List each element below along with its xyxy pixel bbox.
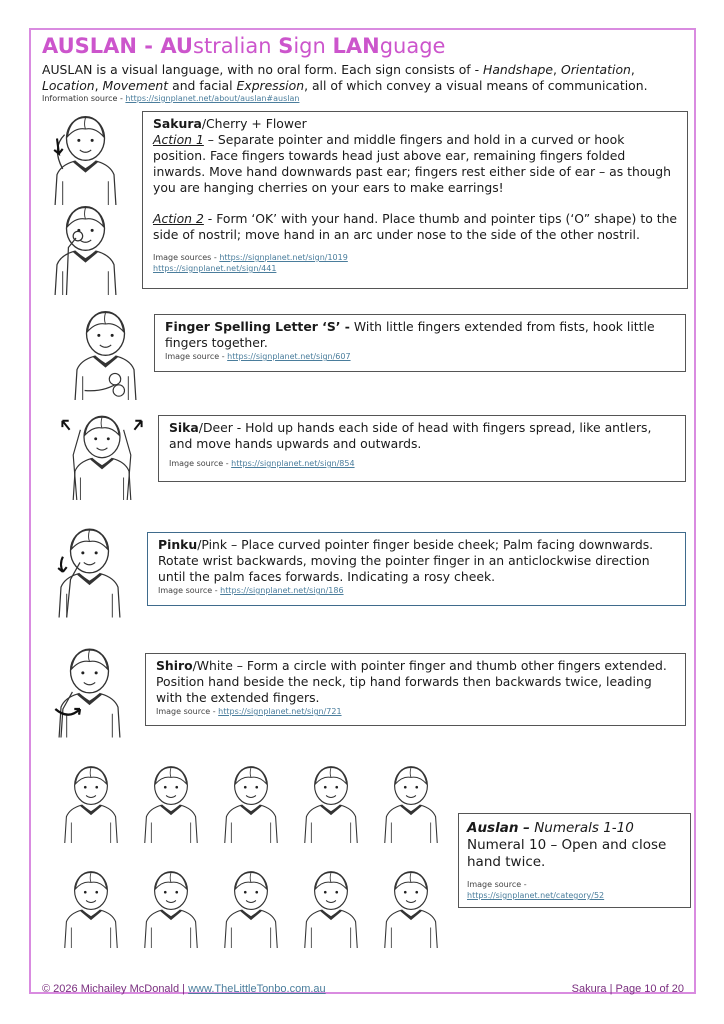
- title-part: AUSLAN - AU: [42, 34, 193, 58]
- sika-illustration: [52, 410, 152, 500]
- title-part: S: [278, 34, 294, 58]
- arrow-up-right-icon: [134, 421, 141, 430]
- sign-term: Pinku: [158, 537, 198, 552]
- source-label: Image source -: [156, 707, 219, 716]
- letter-s-card: [154, 314, 686, 372]
- title-part: ign: [293, 34, 333, 58]
- sign-description: With little fingers extended from fists, hook little fingers together.: [165, 319, 655, 350]
- intro-text: ,: [94, 78, 103, 93]
- sign-term: Finger Spelling Letter ‘S’ -: [165, 319, 350, 334]
- sign-term: Sakura: [153, 116, 202, 131]
- intro-text: ,: [630, 62, 635, 77]
- title-part: guage: [379, 34, 446, 58]
- action1-text: – Separate pointer and middle fingers and hold in a curved or hook position. Face fingers towards head just above ear, remaining fingers folded inwards. Move hand downwards past ear; fingers rest either side of ear – as though you are hanging cherries on your ears to make earrings!: [153, 132, 671, 195]
- source-link[interactable]: https://signplanet.net/sign/1019: [219, 253, 348, 262]
- intro-text: AUSLAN is a visual language, with no oral form. Each sign consists of -: [42, 62, 484, 77]
- source-label: Image source -: [467, 880, 527, 889]
- numeral-8-illustration: [210, 857, 292, 957]
- intro-term: Location: [42, 78, 95, 93]
- action1-label: Action 1: [153, 132, 204, 147]
- sign-description: Numeral 10 – Open and close hand twice.: [467, 837, 667, 870]
- letter-s-illustration: [58, 305, 153, 400]
- source-label: Image sources -: [153, 253, 220, 262]
- intro-paragraph: [42, 62, 692, 94]
- intro-term: Movement: [102, 78, 169, 93]
- numeral-9-illustration: [290, 857, 372, 957]
- pinku-illustration: [42, 520, 137, 620]
- source-link[interactable]: https://signplanet.net/sign/854: [231, 459, 355, 468]
- action2-label: Action 2: [153, 211, 204, 226]
- numerals-card: [458, 813, 691, 908]
- footer-page-info: Sakura | Page 10 of 20: [571, 983, 684, 995]
- sign-description: /White – Form a circle with pointer finger and thumb other fingers extended. Position hand beside the neck, tip hand forwards then backwards twice, leading with the extended fingers.: [156, 658, 667, 705]
- information-source: [42, 94, 299, 103]
- arrow-up-left-icon: [62, 421, 69, 430]
- sakura-action1-illustration: [38, 110, 133, 205]
- numeral-3-illustration: [210, 752, 292, 852]
- numerals-subtitle: Numerals 1-10: [529, 820, 634, 836]
- sign-term: Shiro: [156, 658, 193, 673]
- footer-left: [42, 983, 326, 995]
- pinku-card: [147, 532, 686, 606]
- arrow-down-icon: [54, 139, 63, 154]
- intro-text: and facial: [168, 78, 237, 93]
- title-part: stralian: [193, 34, 279, 58]
- source-label: Image source -: [169, 459, 232, 468]
- sakura-card: [142, 111, 688, 289]
- numeral-2-illustration: [130, 752, 212, 852]
- source-link[interactable]: https://signplanet.net/category/52: [467, 891, 605, 900]
- sign-meaning: /Cherry + Flower: [201, 116, 307, 131]
- sign-term: Sika: [169, 420, 199, 435]
- sign-term: Auslan –: [467, 820, 530, 836]
- website-link[interactable]: www.TheLittleTonbo.com.au: [188, 983, 326, 995]
- source-link[interactable]: https://signplanet.net/sign/441: [153, 264, 277, 273]
- copyright: © 2026 Michailey McDonald |: [42, 983, 189, 995]
- intro-term: Expression: [236, 78, 305, 93]
- title-part: LAN: [332, 34, 380, 58]
- source-link[interactable]: https://signplanet.net/sign/721: [218, 707, 342, 716]
- source-link[interactable]: https://signplanet.net/sign/607: [227, 352, 351, 361]
- sakura-action2-illustration: [38, 200, 133, 295]
- information-source-link[interactable]: https://signplanet.net/about/auslan#auslan: [125, 94, 300, 103]
- numeral-6-illustration: [50, 857, 132, 957]
- numeral-10-illustration: [370, 857, 452, 957]
- sika-card: [158, 415, 686, 482]
- rotate-arrow-icon: [58, 557, 67, 572]
- numeral-4-illustration: [290, 752, 372, 852]
- numeral-5-illustration: [370, 752, 452, 852]
- source-link[interactable]: https://signplanet.net/sign/186: [220, 586, 344, 595]
- intro-term: Orientation: [560, 62, 631, 77]
- sign-description: /Pink – Place curved pointer finger beside cheek; Palm facing downwards. Rotate wrist backwards, moving the pointer finger in an anticlockwise direction until the palm faces forwards. Indicating a rosy cheek.: [158, 537, 654, 584]
- shiro-card: [145, 653, 686, 726]
- numeral-7-illustration: [130, 857, 212, 957]
- intro-term: Handshape: [483, 62, 554, 77]
- intro-text: ,: [553, 62, 561, 77]
- source-label: Image source -: [165, 352, 228, 361]
- numeral-1-illustration: [50, 752, 132, 852]
- source-label: Image source -: [158, 586, 221, 595]
- source-label: Information source -: [42, 94, 126, 103]
- action2-text: - Form ‘OK’ with your hand. Place thumb and pointer tips (‘O” shape) to the side of nostril; move hand in an arc under nose to the side of the other nostril.: [153, 211, 678, 242]
- page-title: [42, 34, 445, 58]
- shiro-illustration: [42, 640, 137, 740]
- intro-text: , all of which convey a visual means of communication.: [304, 78, 648, 93]
- sign-description: /Deer - Hold up hands each side of head with fingers spread, like antlers, and move hands upwards and outwards.: [169, 420, 652, 451]
